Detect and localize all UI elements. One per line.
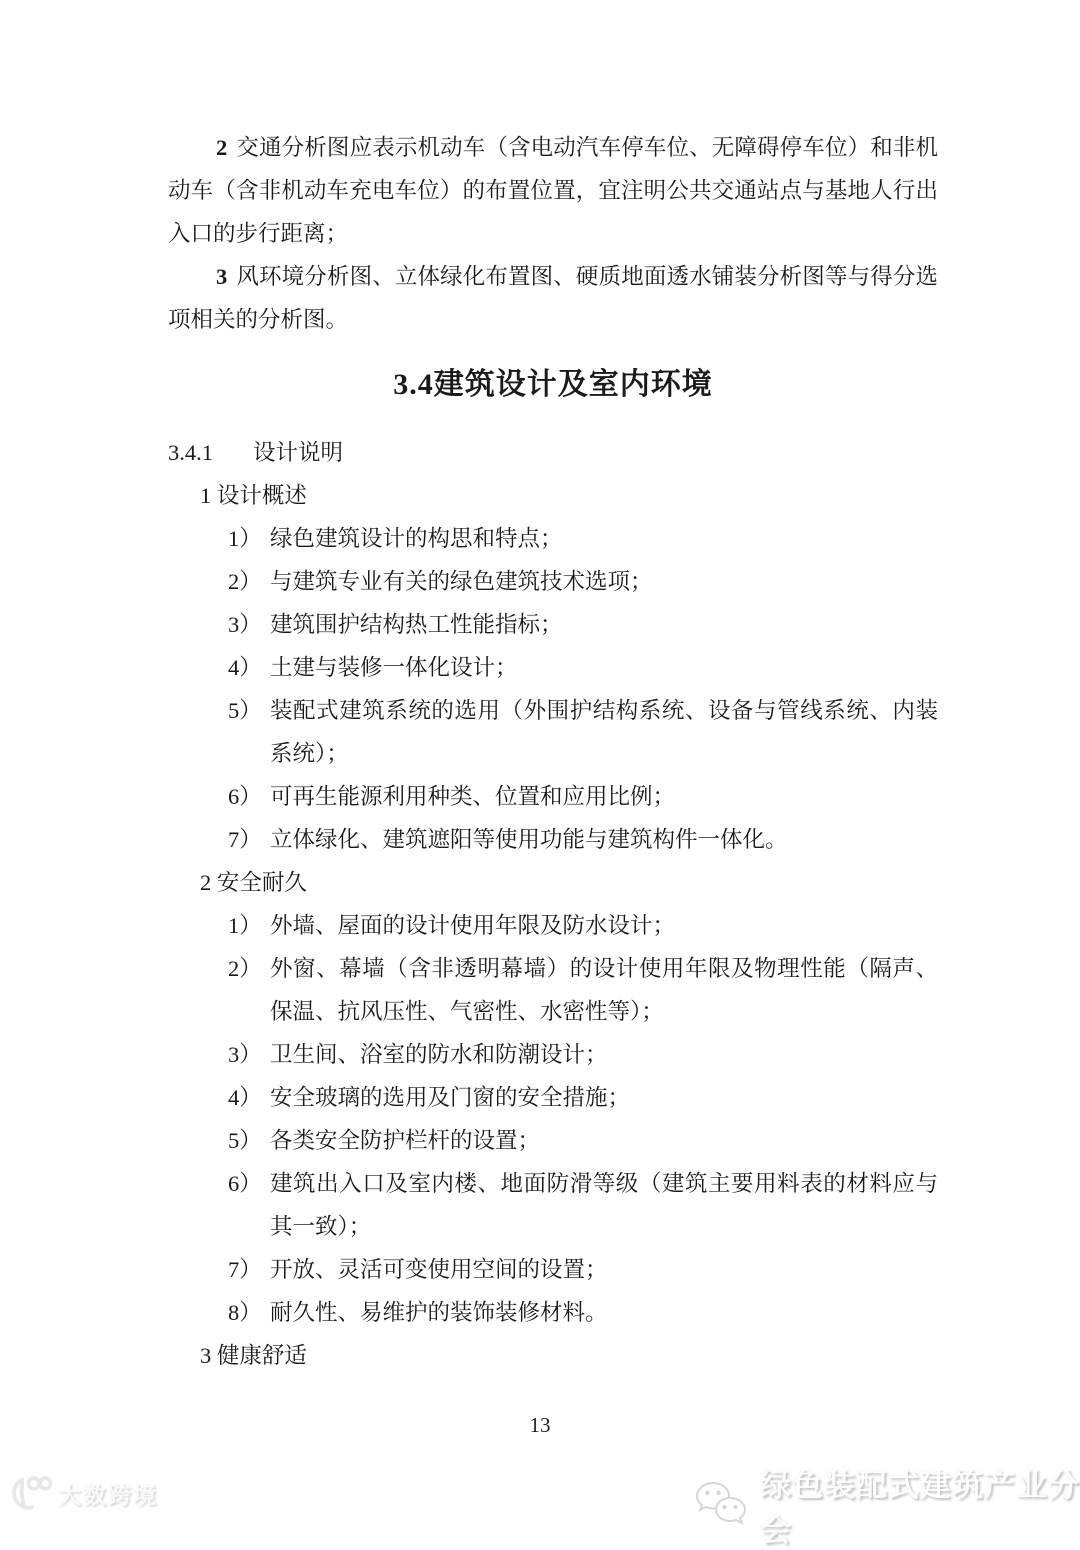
paragraph-number: 3 (216, 264, 228, 289)
item-text: 建筑出入口及室内楼、地面防滑等级（建筑主要用料表的材料应与其一致）； (270, 1171, 938, 1239)
dashukuajing-watermark (8, 1474, 158, 1512)
list-item (228, 517, 938, 560)
dashukuajing-logo-icon (8, 1474, 52, 1512)
list-item (228, 1076, 938, 1119)
paragraph-text: 风环境分析图、立体绿化布置图、硬质地面透水铺装分析图等与得分选项相关的分析图。 (168, 264, 938, 332)
paragraph-wind-analysis (168, 255, 938, 341)
list-item (228, 603, 938, 646)
item-number: 3） (228, 612, 262, 637)
design-overview-list (168, 517, 938, 861)
item-text: 装配式建筑系统的选用（外围护结构系统、设备与管线系统、内装系统）； (270, 698, 938, 766)
list-item (228, 1248, 938, 1291)
item-number: 2） (228, 956, 262, 981)
list-item (228, 689, 938, 775)
list-item (228, 818, 938, 861)
list-item (228, 1291, 938, 1334)
safety-durability-list (168, 904, 938, 1334)
paragraph-number: 2 (216, 135, 228, 160)
subsection-heading (168, 431, 938, 474)
group-label-safety-durability: 2 安全耐久 (200, 870, 307, 895)
item-text: 卫生间、浴室的防水和防潮设计； (270, 1042, 608, 1067)
item-number: 2） (228, 569, 262, 594)
item-text: 外窗、幕墙（含非透明幕墙）的设计使用年限及物理性能（隔声、保温、抗风压性、气密性、水密性等）； (270, 956, 938, 1024)
subsection-title: 设计说明 (253, 440, 344, 465)
item-text: 各类安全防护栏杆的设置； (270, 1128, 541, 1153)
item-text: 耐久性、易维护的装饰装修材料。 (270, 1300, 608, 1325)
item-number: 5） (228, 698, 262, 723)
paragraph-traffic-analysis (168, 126, 938, 255)
list-item (228, 1033, 938, 1076)
paragraph-text: 交通分析图应表示机动车（含电动汽车停车位、无障碍停车位）和非机动车（含非机动车充电车位）的布置位置，宜注明公共交通站点与基地人行出入口的步行距离； (168, 135, 938, 246)
item-number: 1） (228, 913, 262, 938)
wechat-icon (692, 1480, 750, 1530)
section-title: 3.4建筑设计及室内环境 (393, 368, 713, 401)
item-text: 与建筑专业有关的绿色建筑技术选项； (270, 569, 653, 594)
item-text: 绿色建筑设计的构思和特点； (270, 526, 563, 551)
item-number: 4） (228, 655, 262, 680)
item-text: 土建与装修一体化设计； (270, 655, 518, 680)
item-number: 5） (228, 1128, 262, 1153)
list-item (228, 775, 938, 818)
group-label-health-comfort: 3 健康舒适 (200, 1343, 307, 1368)
item-text: 可再生能源利用种类、位置和应用比例； (270, 784, 676, 809)
watermark-text: 大数跨境 (58, 1481, 158, 1508)
list-item (228, 1162, 938, 1248)
item-number: 6） (228, 784, 262, 809)
item-text: 安全玻璃的选用及门窗的安全措施； (270, 1085, 631, 1110)
item-number: 7） (228, 827, 262, 852)
watermark-text: 绿色装配式建筑产业分会 (760, 1468, 1080, 1548)
item-text: 立体绿化、建筑遮阳等使用功能与建筑构件一体化。 (270, 827, 788, 852)
list-item (228, 1119, 938, 1162)
item-number: 1） (228, 526, 262, 551)
association-watermark (692, 1460, 1080, 1550)
list-item (228, 560, 938, 603)
item-number: 4） (228, 1085, 262, 1110)
group-label-design-overview: 1 设计概述 (200, 483, 307, 508)
document-body (168, 126, 938, 1377)
item-text: 建筑围护结构热工性能指标； (270, 612, 563, 637)
list-item (228, 947, 938, 1033)
subsection-number: 3.4.1 (168, 440, 213, 465)
item-number: 8） (228, 1300, 262, 1325)
item-text: 开放、灵活可变使用空间的设置； (270, 1257, 608, 1282)
item-number: 3） (228, 1042, 262, 1067)
item-number: 7） (228, 1257, 262, 1282)
list-item (228, 904, 938, 947)
page-number: 13 (529, 1413, 551, 1437)
item-text: 外墙、屋面的设计使用年限及防水设计； (270, 913, 676, 938)
list-item (228, 646, 938, 689)
item-number: 6） (228, 1171, 262, 1196)
